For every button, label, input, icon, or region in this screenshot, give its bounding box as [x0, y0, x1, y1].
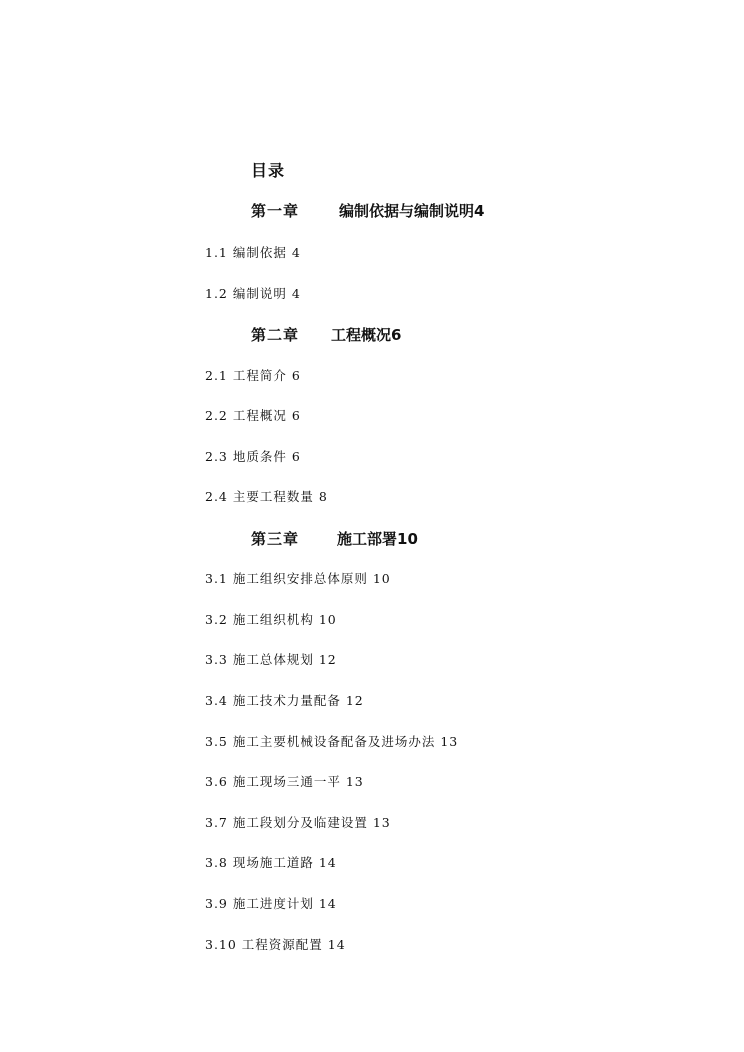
- toc-chapter-3[interactable]: [251, 528, 418, 549]
- toc-entry[interactable]: 2.3 地质条件 6: [205, 449, 301, 464]
- toc-entry[interactable]: 2.4 主要工程数量 8: [205, 489, 328, 504]
- toc-chapter-2[interactable]: [251, 324, 401, 345]
- toc-entry[interactable]: 3.2 施工组织机构 10: [205, 612, 337, 627]
- toc-chapter-1[interactable]: [251, 200, 484, 221]
- chapter-page: 4: [474, 202, 485, 220]
- toc-entry[interactable]: 3.5 施工主要机械设备配备及进场办法 13: [205, 734, 459, 749]
- chapter-page: 6: [391, 326, 402, 344]
- toc-title: 目录: [251, 161, 286, 180]
- toc-entry[interactable]: 3.8 现场施工道路 14: [205, 855, 337, 870]
- toc-entry[interactable]: 1.1 编制依据 4: [205, 245, 301, 260]
- toc-entry[interactable]: 3.6 施工现场三通一平 13: [205, 774, 364, 789]
- chapter-page: 10: [397, 530, 418, 548]
- toc-entry[interactable]: 3.3 施工总体规划 12: [205, 652, 337, 667]
- toc-entry[interactable]: 2.2 工程概况 6: [205, 408, 301, 423]
- chapter-title: 工程概况: [331, 326, 392, 344]
- toc-entry[interactable]: 3.4 施工技术力量配备 12: [205, 693, 364, 708]
- toc-entry[interactable]: 3.9 施工进度计划 14: [205, 896, 337, 911]
- chapter-number: 第三章: [251, 530, 300, 548]
- toc-entry[interactable]: 2.1 工程简介 6: [205, 368, 301, 383]
- toc-entry[interactable]: 3.1 施工组织安排总体原则 10: [205, 571, 391, 586]
- chapter-title: 施工部署: [337, 530, 398, 548]
- chapter-number: 第一章: [251, 202, 300, 220]
- chapter-title: 编制依据与编制说明: [339, 202, 475, 220]
- chapter-number: 第二章: [251, 326, 300, 344]
- toc-entry[interactable]: 3.7 施工段划分及临建设置 13: [205, 815, 391, 830]
- toc-entry[interactable]: 1.2 编制说明 4: [205, 286, 301, 301]
- toc-entry[interactable]: 3.10 工程资源配置 14: [205, 937, 346, 952]
